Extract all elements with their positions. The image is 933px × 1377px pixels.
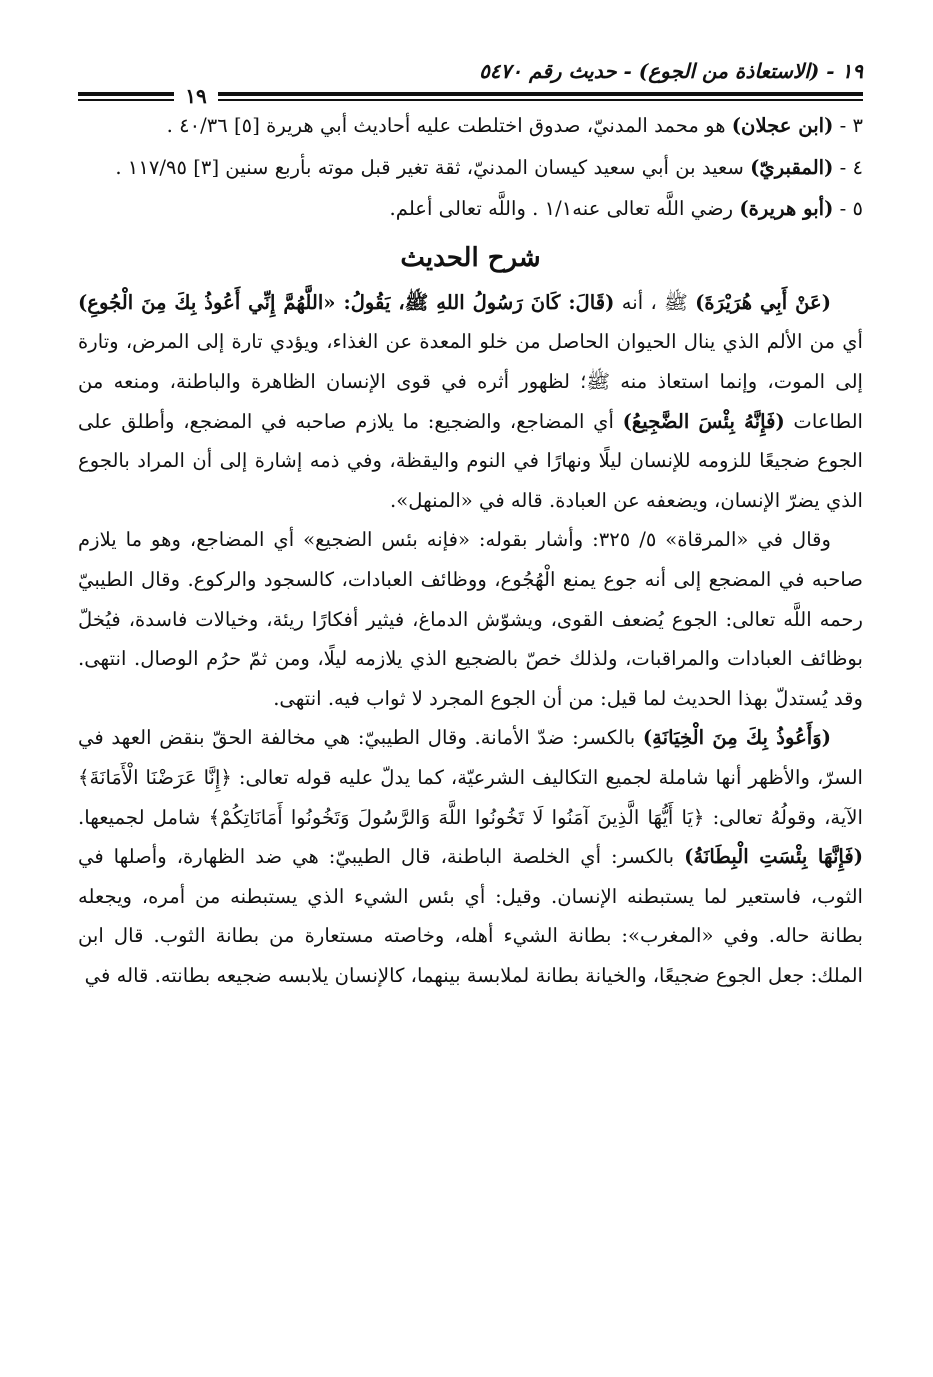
paragraph-text: بالكسر: ضدّ الأمانة. وقال الطيبيّ: هي مخالفة الحقّ بنقض العهد في السرّ، والأظهر أنها شاملة لجميع التكاليف الشرعيّة، كما يدلّ عليه قوله تعالى: ﴿إِنَّا عَرَضْنَا الْأَمَانَةَ﴾ الآية، وقولُهُ تعالى: ﴿يَا أَيُّهَا الَّذِينَ آمَنُوا لَا تَخُونُوا اللَّهَ وَالرَّسُولَ وَتَخُونُوا أَمَانَاتِكُمْ﴾ شامل لجميعها.	[78, 726, 863, 829]
hadith-quote: (فَإِنَّهُ بِئْسَ الضَّجِيعُ)	[622, 409, 785, 433]
commentary-paragraph-3	[78, 718, 863, 995]
commentary-paragraph-1	[78, 283, 863, 521]
note-number: ٥ -	[833, 197, 863, 221]
note-text: رضي اللَّه تعالى عنه١/١ . واللَّه تعالى أعلم.	[389, 197, 740, 221]
note-number: ٣ -	[833, 114, 863, 137]
hadith-quote: (فَإِنَّهَا بِئْسَتِ الْبِطَانَةُ)	[684, 845, 863, 869]
narrator-notes	[78, 106, 863, 229]
running-title: ١٩ - (الاستعاذة من الجوع) - حديث رقم ٥٤٧٠	[479, 59, 863, 83]
hadith-quote: (وَأَعُوذُ بِكَ مِنَ الْخِيَانَةِ)	[642, 726, 831, 750]
note-5	[78, 189, 863, 229]
page-header	[78, 56, 863, 106]
note-text: هو محمد المدنيّ، صدوق اختلطت عليه أحاديث أبي هريرة [٥] ٤٠/٣٦ .	[166, 114, 732, 137]
hadith-quote: (قَالَ: كَانَ رَسُولُ اللهِ ﷺ، يَقُولُ: «اللَّهُمَّ إِنِّي أَعُوذُ بِكَ مِنَ الْجُوعِ)	[78, 290, 615, 314]
note-text: سعيد بن أبي سعيد كيسان المدنيّ، ثقة تغير قبل موته بأربع سنين [٣] ١١٧/٩٥ .	[115, 155, 751, 179]
paragraph-text: أي المضاجع، والضجيع: ما يلازم صاحبه في المضجع، وأطلق على الجوع ضجيعًا للزومه للإنسان ليلًا ونهارًا في النوم واليقظة، وفي ذمه إشارة إلى أن المراد بالجوع الذي يضرّ الإنسان، ويضعفه عن العبادة. قاله في «المنهل».	[78, 409, 863, 512]
paragraph-text: ﷺ ، أنه	[614, 290, 696, 314]
paragraph-text: بالكسر: أي الخلصة الباطنة، قال الطيبيّ: هي ضد الظهارة، وأصلها في الثوب، فاستعير لما يستبطنه الإنسان. وقيل: أي بئس الشيء الذي يستبطنه من أمره، ويجعله بطانة حاله. وفي «المغرب»: بطانة الشيء أهله، وخاصته مستعارة من بطانة الثوب. قال ابن الملك: جعل الجوع ضجيعًا، والخيانة بطانة لملابسة بينهما، كالإنسان يلابسه ضجيعه بطانته. قاله في	[78, 845, 863, 987]
section-heading: شرح الحديث	[400, 242, 541, 273]
note-narrator-name: (ابن عجلان)	[731, 114, 834, 137]
commentary-paragraph-2: وقال في «المرقاة» ٥/ ٣٢٥: وأشار بقوله: «فإنه بئس الضجيع» أي المضاجع، وهو ما يلازم صاحبه في المضجع إلى أنه جوع يمنع الْهُجُوع، ووظائف العبادات، كالسجود والركوع. وقال الطيبيّ رحمه اللَّه تعالى: الجوع يُضعف القوى، ويشوّش الدماغ، فيثير أفكارًا ريئة، وخيالات فاسدة، فيُخلّ بوظائف العبادات والمراقبات، ولذلك خصّ بالضجيع الذي يلازمه ليلًا، ومن ثمّ حرُم الوصال. انتهى. وقد يُستدلّ بهذا الحديث لما قيل: من أن الجوع المجرد لا ثواب فيه. انتهى.	[78, 528, 863, 710]
note-narrator-name: (المقبريّ)	[750, 155, 834, 179]
paragraph-text: أي من الألم الذي ينال الحيوان الحاصل من خلو المعدة عن الغذاء، ويؤدي تارة إلى المرض، وتارة إلى الموت، وإنما استعاذ منه ﷺ؛ لظهور أثره في قوى الإنسان الظاهرة والباطنة، ومنعه من الطاعات	[78, 330, 863, 433]
note-number: ٤ -	[833, 155, 863, 179]
note-4	[78, 148, 863, 188]
hadith-quote: (عَنْ أَبِي هُرَيْرَةَ)	[695, 290, 831, 314]
note-narrator-name: (أبو هريرة)	[739, 197, 834, 221]
note-3	[78, 106, 863, 146]
page-number: ١٩	[174, 83, 218, 109]
